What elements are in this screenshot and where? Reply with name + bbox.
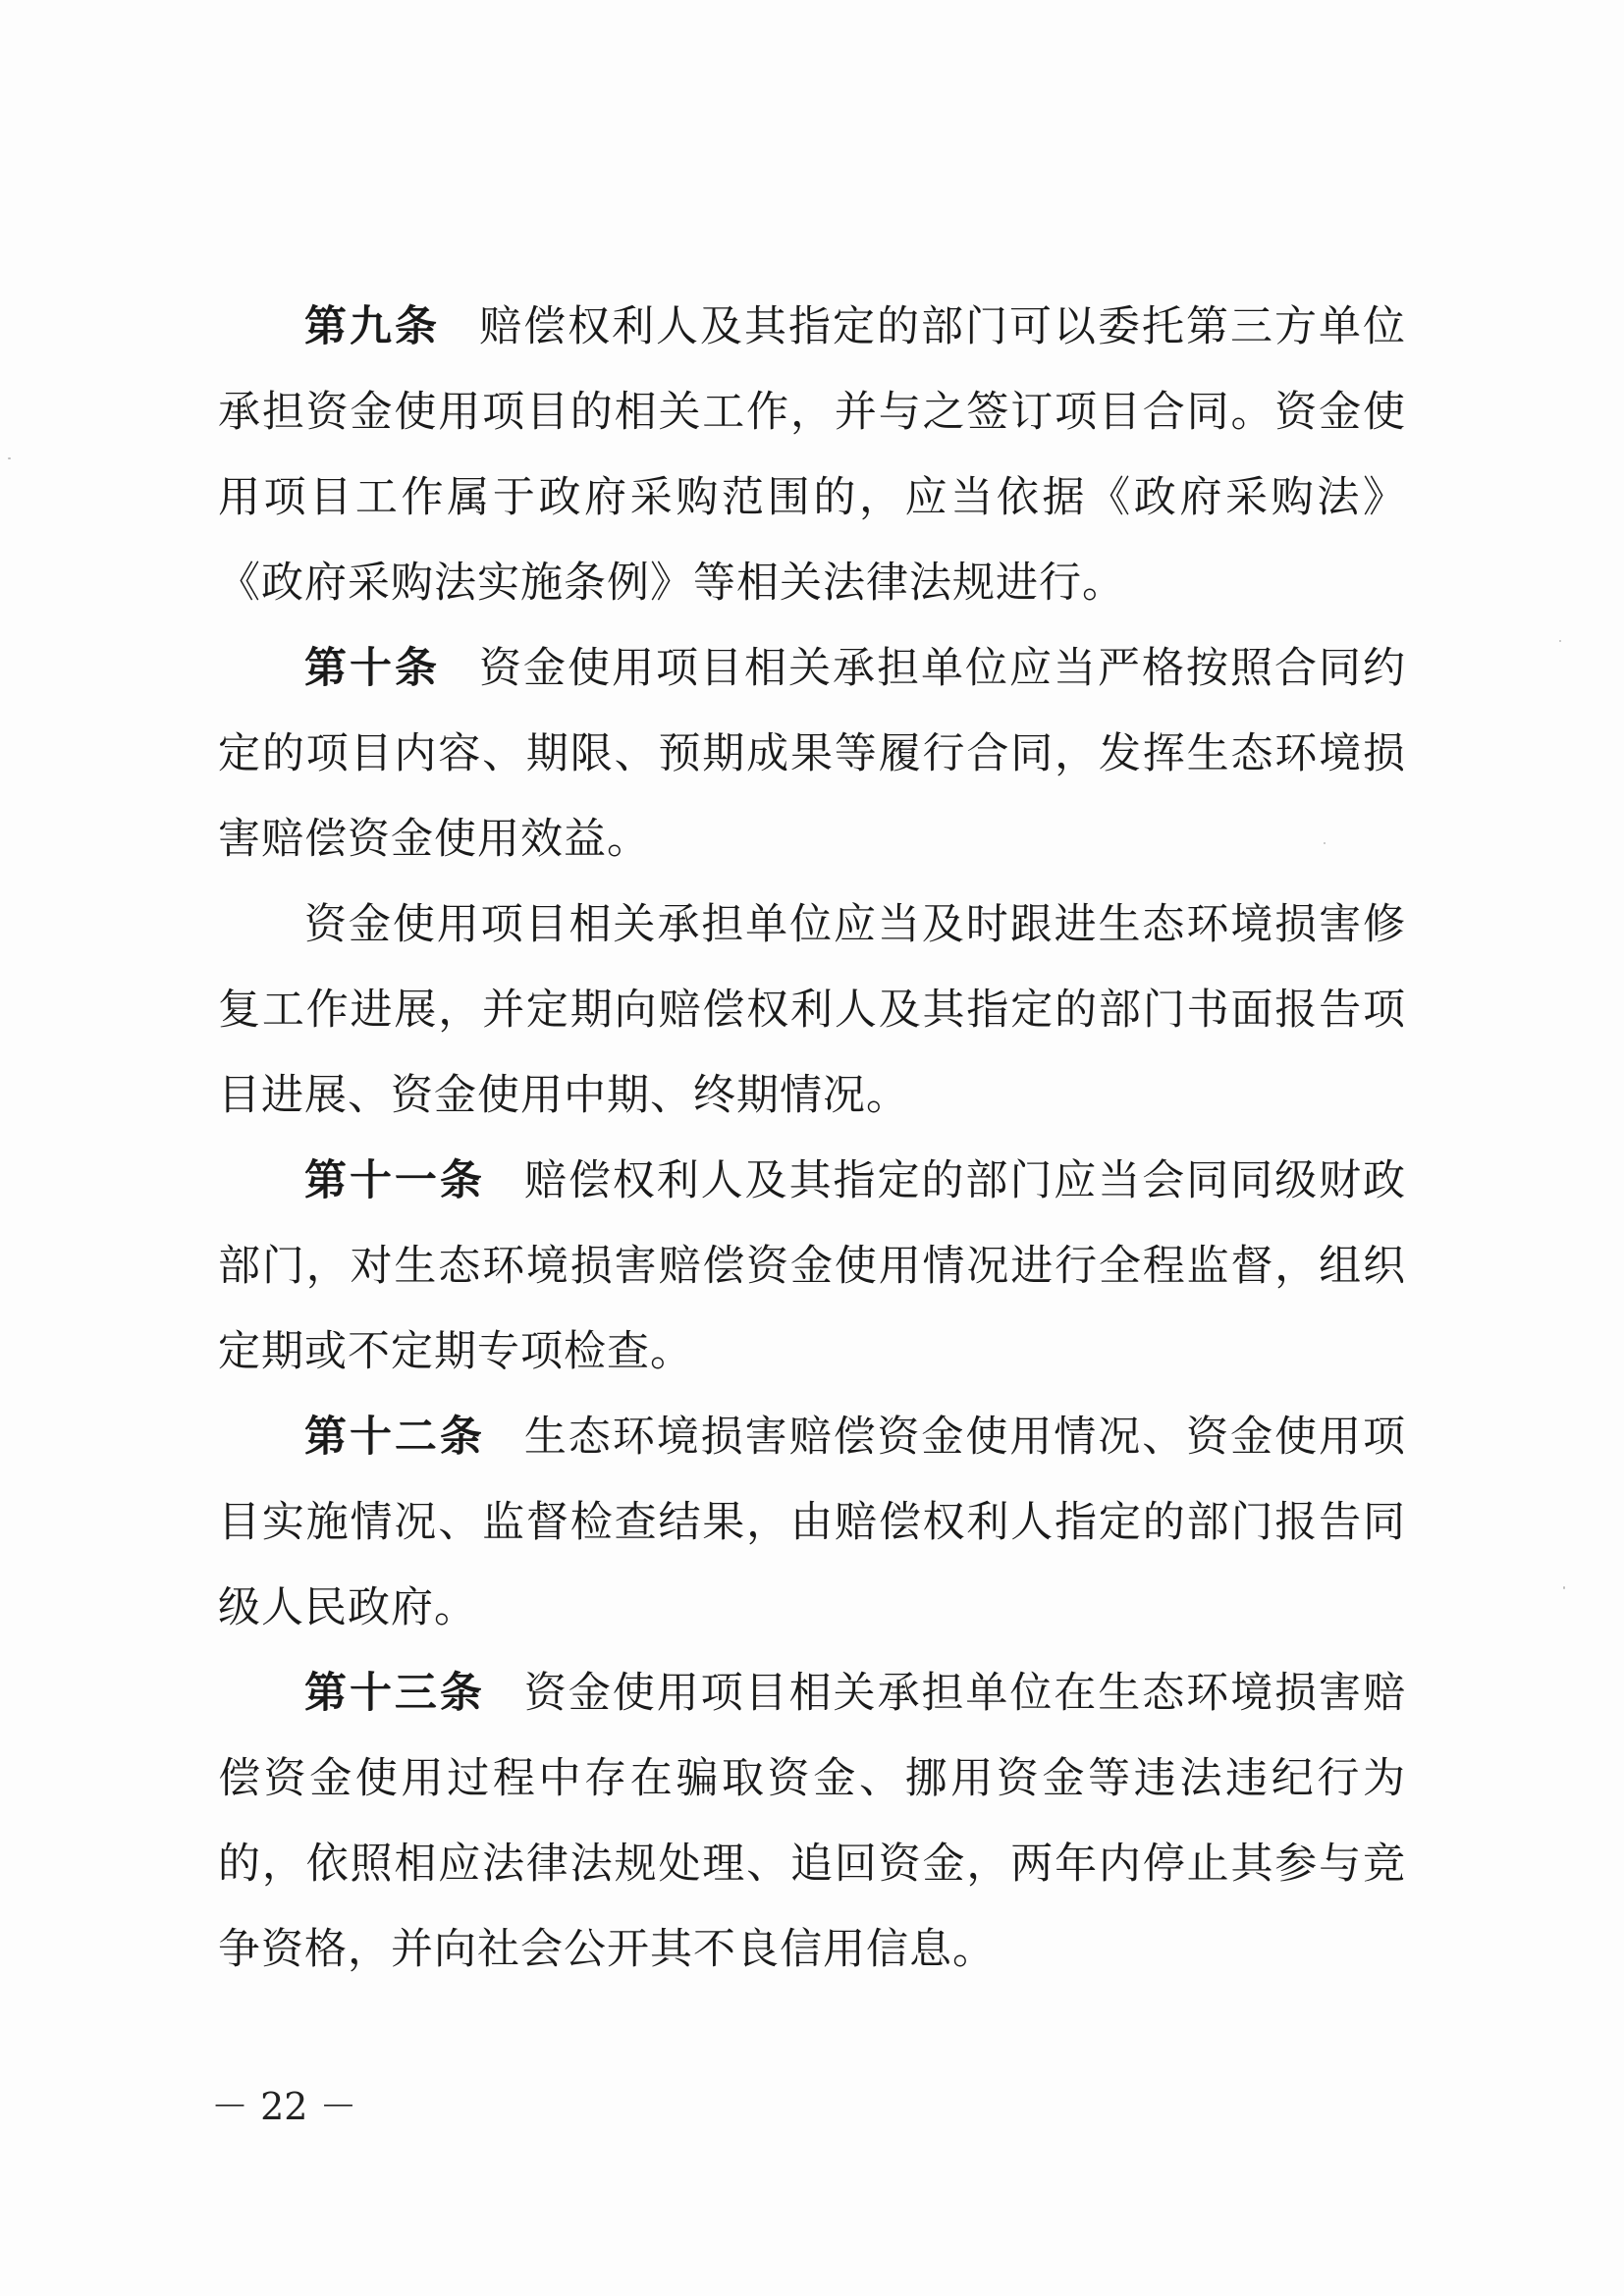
article-text: 赔偿权利人及其指定的部门应当会同同级财政部门，对生态环境损害赔偿资金使用情况进行全程监督，组织定期或不定期专项检查。 — [218, 1156, 1407, 1376]
document-body — [218, 285, 1406, 1993]
article-number: 第九条 — [304, 302, 440, 351]
scan-speck — [1559, 640, 1561, 642]
article-text: 资金使用项目相关承担单位在生态环境损害赔偿资金使用过程中存在骗取资金、挪用资金等违法违纪行为的，依照相应法律法规处理、追回资金，两年内停止其参与竞争资格，并向社会公开其不良信用信息。 — [218, 1669, 1407, 1974]
article-text: 赔偿权利人及其指定的部门可以委托第三方单位承担资金使用项目的相关工作，并与之签订项目合同。资金使用项目工作属于政府采购范围的，应当依据《政府采购法》《政府采购法实施条例》等相关法律法规进行。 — [218, 302, 1406, 608]
article-13 — [218, 1651, 1406, 1993]
article-number: 第十三条 — [304, 1669, 485, 1718]
article-text: 生态环境损害赔偿资金使用情况、资金使用项目实施情况、监督检查结果，由赔偿权利人指定的部门报告同级人民政府。 — [218, 1413, 1407, 1632]
page-number: － 22 － — [211, 2085, 357, 2128]
article-number: 第十条 — [304, 644, 440, 693]
article-11 — [218, 1139, 1406, 1395]
scan-speck — [1563, 1586, 1565, 1589]
article-text: 资金使用项目相关承担单位应当严格按照合同约定的项目内容、期限、预期成果等履行合同，发挥生态环境损害赔偿资金使用效益。 — [218, 644, 1406, 864]
article-number: 第十一条 — [304, 1156, 485, 1205]
article-12 — [218, 1395, 1406, 1651]
article-10-paragraph-2 — [218, 882, 1406, 1139]
article-9 — [218, 285, 1406, 626]
article-10 — [218, 626, 1406, 882]
article-number: 第十二条 — [304, 1413, 485, 1462]
article-text: 资金使用项目相关承担单位应当及时跟进生态环境损害修复工作进展，并定期向赔偿权利人及其指定的部门书面报告项目进展、资金使用中期、终期情况。 — [218, 900, 1406, 1120]
scan-speck — [1324, 842, 1326, 844]
scan-speck — [8, 457, 11, 459]
